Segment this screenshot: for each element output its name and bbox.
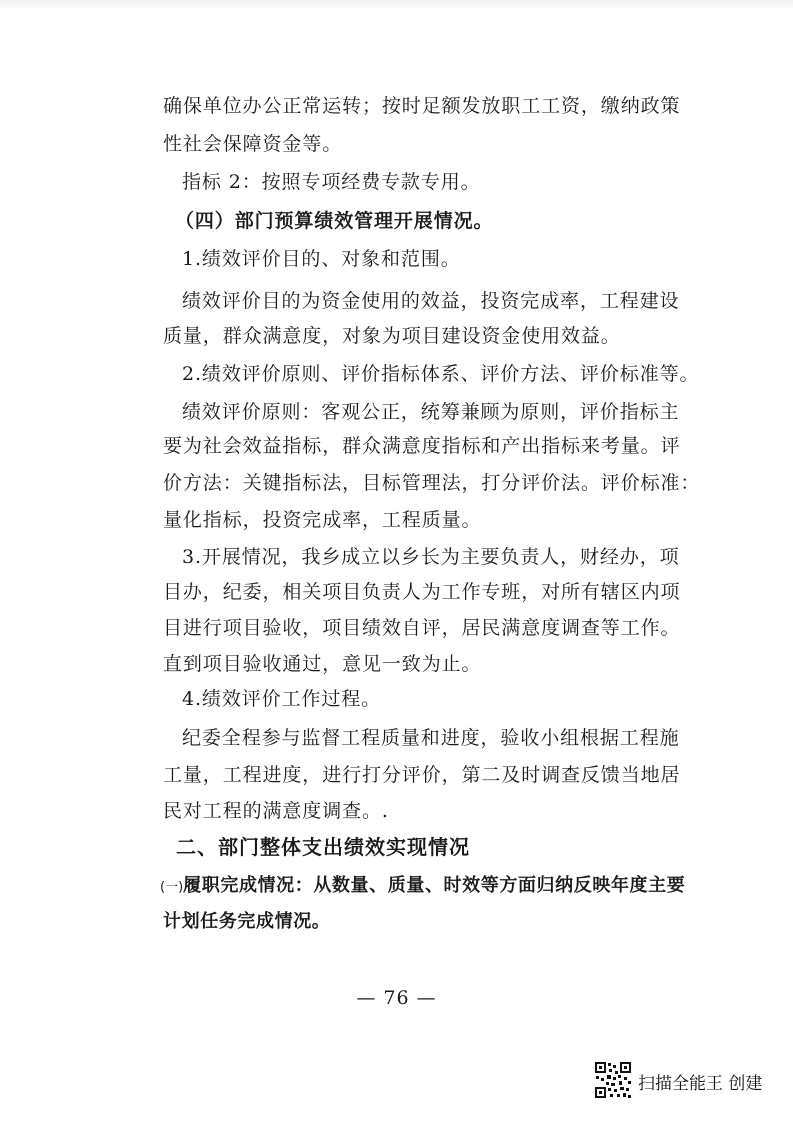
paragraph-line: 要为社会效益指标，群众满意度指标和产出指标来考量。评 <box>163 435 681 457</box>
paragraph-line: 质量，群众满意度，对象为项目建设资金使用效益。 <box>163 325 621 347</box>
paragraph-line: 工量，工程进度，进行打分评价，第二及时调查反馈当地居 <box>163 764 681 786</box>
paragraph-line: 计划任务完成情况。 <box>163 911 331 932</box>
subsection-heading: 4.绩效评价工作过程。 <box>182 688 382 710</box>
paragraph-line: 绩效评价目的为资金使用的效益，投资完成率，工程建设 <box>182 290 680 312</box>
subsection-heading: 2.绩效评价原则、评价指标体系、评价方法、评价标准等。 <box>182 363 700 385</box>
subsection-prefix: (一) <box>160 880 184 895</box>
qr-code-icon <box>594 1061 632 1099</box>
paragraph-line: 价方法：关键指标法，目标管理法，打分评价法。评价标准： <box>163 472 701 494</box>
paragraph-line: 确保单位办公正常运转；按时足额发放职工工资，缴纳政策 <box>163 95 681 117</box>
scanner-watermark <box>594 1061 774 1113</box>
chapter-heading: 二、部门整体支出绩效实现情况 <box>176 835 470 859</box>
paragraph-line: 目进行项目验收，项目绩效自评，居民满意度调查等工作。 <box>163 617 681 639</box>
scan-edge-strip <box>0 0 793 10</box>
paragraph-line: 绩效评价原则：客观公正，统筹兼顾为原则，评价指标主 <box>182 401 680 423</box>
paragraph-line: 性社会保障资金等。 <box>163 133 343 155</box>
subsection-heading <box>160 872 685 902</box>
page-number: — 76 — <box>356 987 437 1009</box>
paragraph-line: 目办，纪委，相关项目负责人为工作专班，对所有辖区内项 <box>163 581 681 603</box>
paragraph-line: 民对工程的满意度调查。. <box>163 800 389 822</box>
paragraph-line: 指标 2：按照专项经费专款专用。 <box>182 171 481 193</box>
paragraph-line: 纪委全程参与监督工程质量和进度，验收小组根据工程施 <box>182 727 680 749</box>
paragraph-line: 量化指标，投资完成率，工程质量。 <box>163 509 482 531</box>
section-heading: （四）部门预算绩效管理开展情况。 <box>175 210 494 232</box>
paragraph-line: 直到项目验收通过，意见一致为止。 <box>163 653 482 675</box>
watermark-text: 扫描全能王 创建 <box>638 1074 763 1094</box>
subsection-heading-text: 履职完成情况：从数量、质量、时效等方面归纳反映年度主要 <box>183 875 686 896</box>
subsection-heading: 1.绩效评价目的、对象和范围。 <box>182 248 461 270</box>
paragraph-line: 3.开展情况，我乡成立以乡长为主要负责人，财经办，项 <box>182 546 680 568</box>
